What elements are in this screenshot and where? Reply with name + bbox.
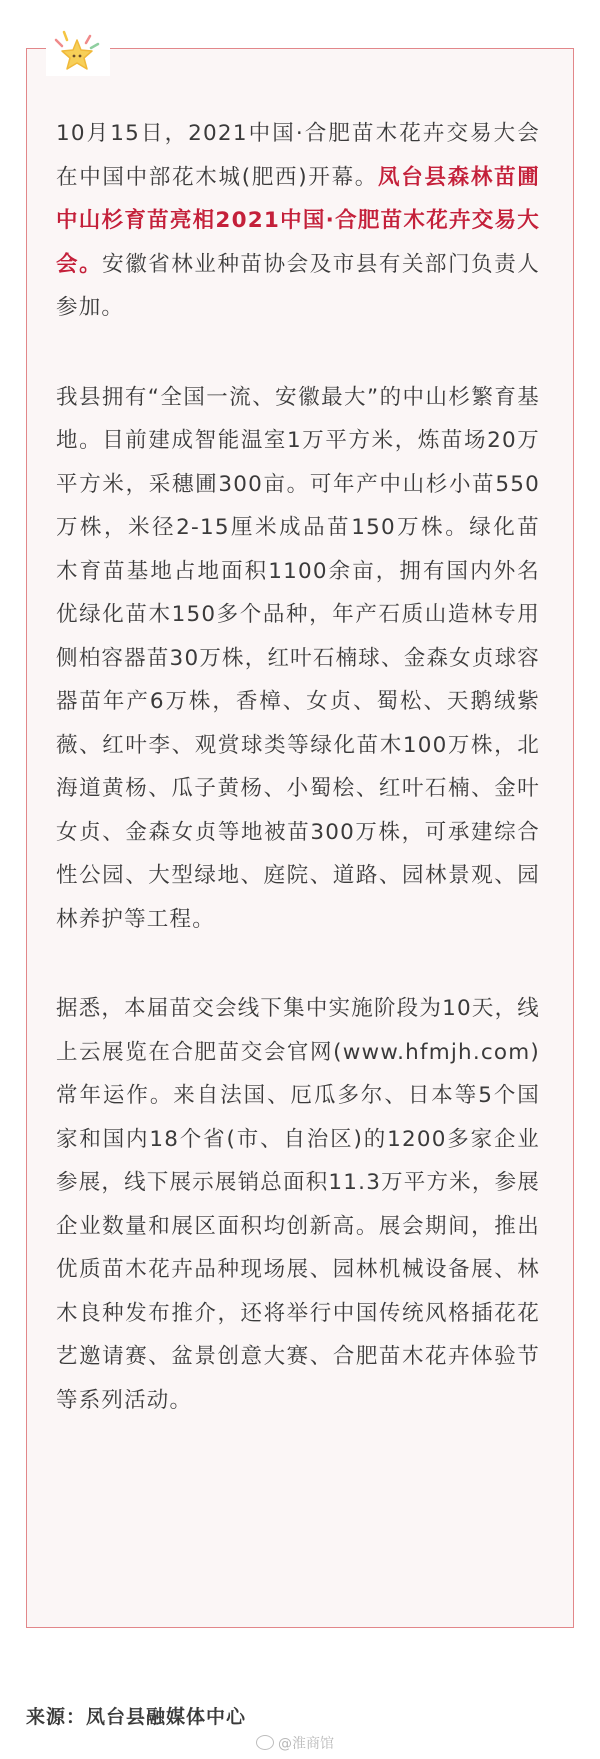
paragraph-intro	[56, 112, 540, 330]
watermark	[256, 1733, 334, 1753]
source-credit: 来源：凤台县融媒体中心	[26, 1706, 247, 1728]
paragraph-base: 我县拥有“全国一流、安徽最大”的中山杉繁育基地。目前建成智能温室1万平方米，炼苗场20万平方米，采穗圃300亩。可年产中山杉小苗550万株，米径2-15厘米成品苗150万株。绿化苗木育苗基地占地面积1100余亩，拥有国内外名优绿化苗木150多个品种，年产石质山造林专用侧柏容器苗30万株，红叶石楠球、金森女贞球容器苗年产6万株，香樟、女贞、蜀松、天鹅绒紫薇、红叶李、观赏球类等绿化苗木100万株，北海道黄杨、瓜子黄杨、小蜀桧、红叶石楠、金叶女贞、金森女贞等地被苗300万株，可承建综合性公园、大型绿地、庭院、道路、园林景观、园林养护等工程。	[56, 384, 540, 932]
intro-text-end: 安徽省林业种苗协会及市县有关部门负责人参加。	[56, 251, 540, 320]
star-icon	[46, 26, 110, 76]
weibo-icon	[256, 1735, 274, 1750]
paragraph-expo: 据悉，本届苗交会线下集中实施阶段为10天，线上云展览在合肥苗交会官网(www.hfmjh.com)常年运作。来自法国、厄瓜多尔、日本等5个国家和国内18个省(市、自治区)的1200多家企业参展，线下展示展销总面积11.3万平方米，参展企业数量和展区面积均创新高。展会期间，推出优质苗木花卉品种现场展、园林机械设备展、林木良种发布推介，还将举行中国传统风格插花花艺邀请赛、盆景创意大赛、合肥苗木花卉体验节等系列活动。	[56, 996, 540, 1413]
watermark-text: @淮商馆	[278, 1736, 334, 1752]
intro-text: 10月15日，2021中国·合肥苗木花卉交易大会在中国中部花木城(肥西)开幕。	[56, 121, 540, 190]
article-body	[56, 112, 540, 1468]
intro-highlight: 凤台县森林苗圃中山杉育苗亮相2021中国·合肥苗木花卉交易大会。	[56, 164, 541, 277]
